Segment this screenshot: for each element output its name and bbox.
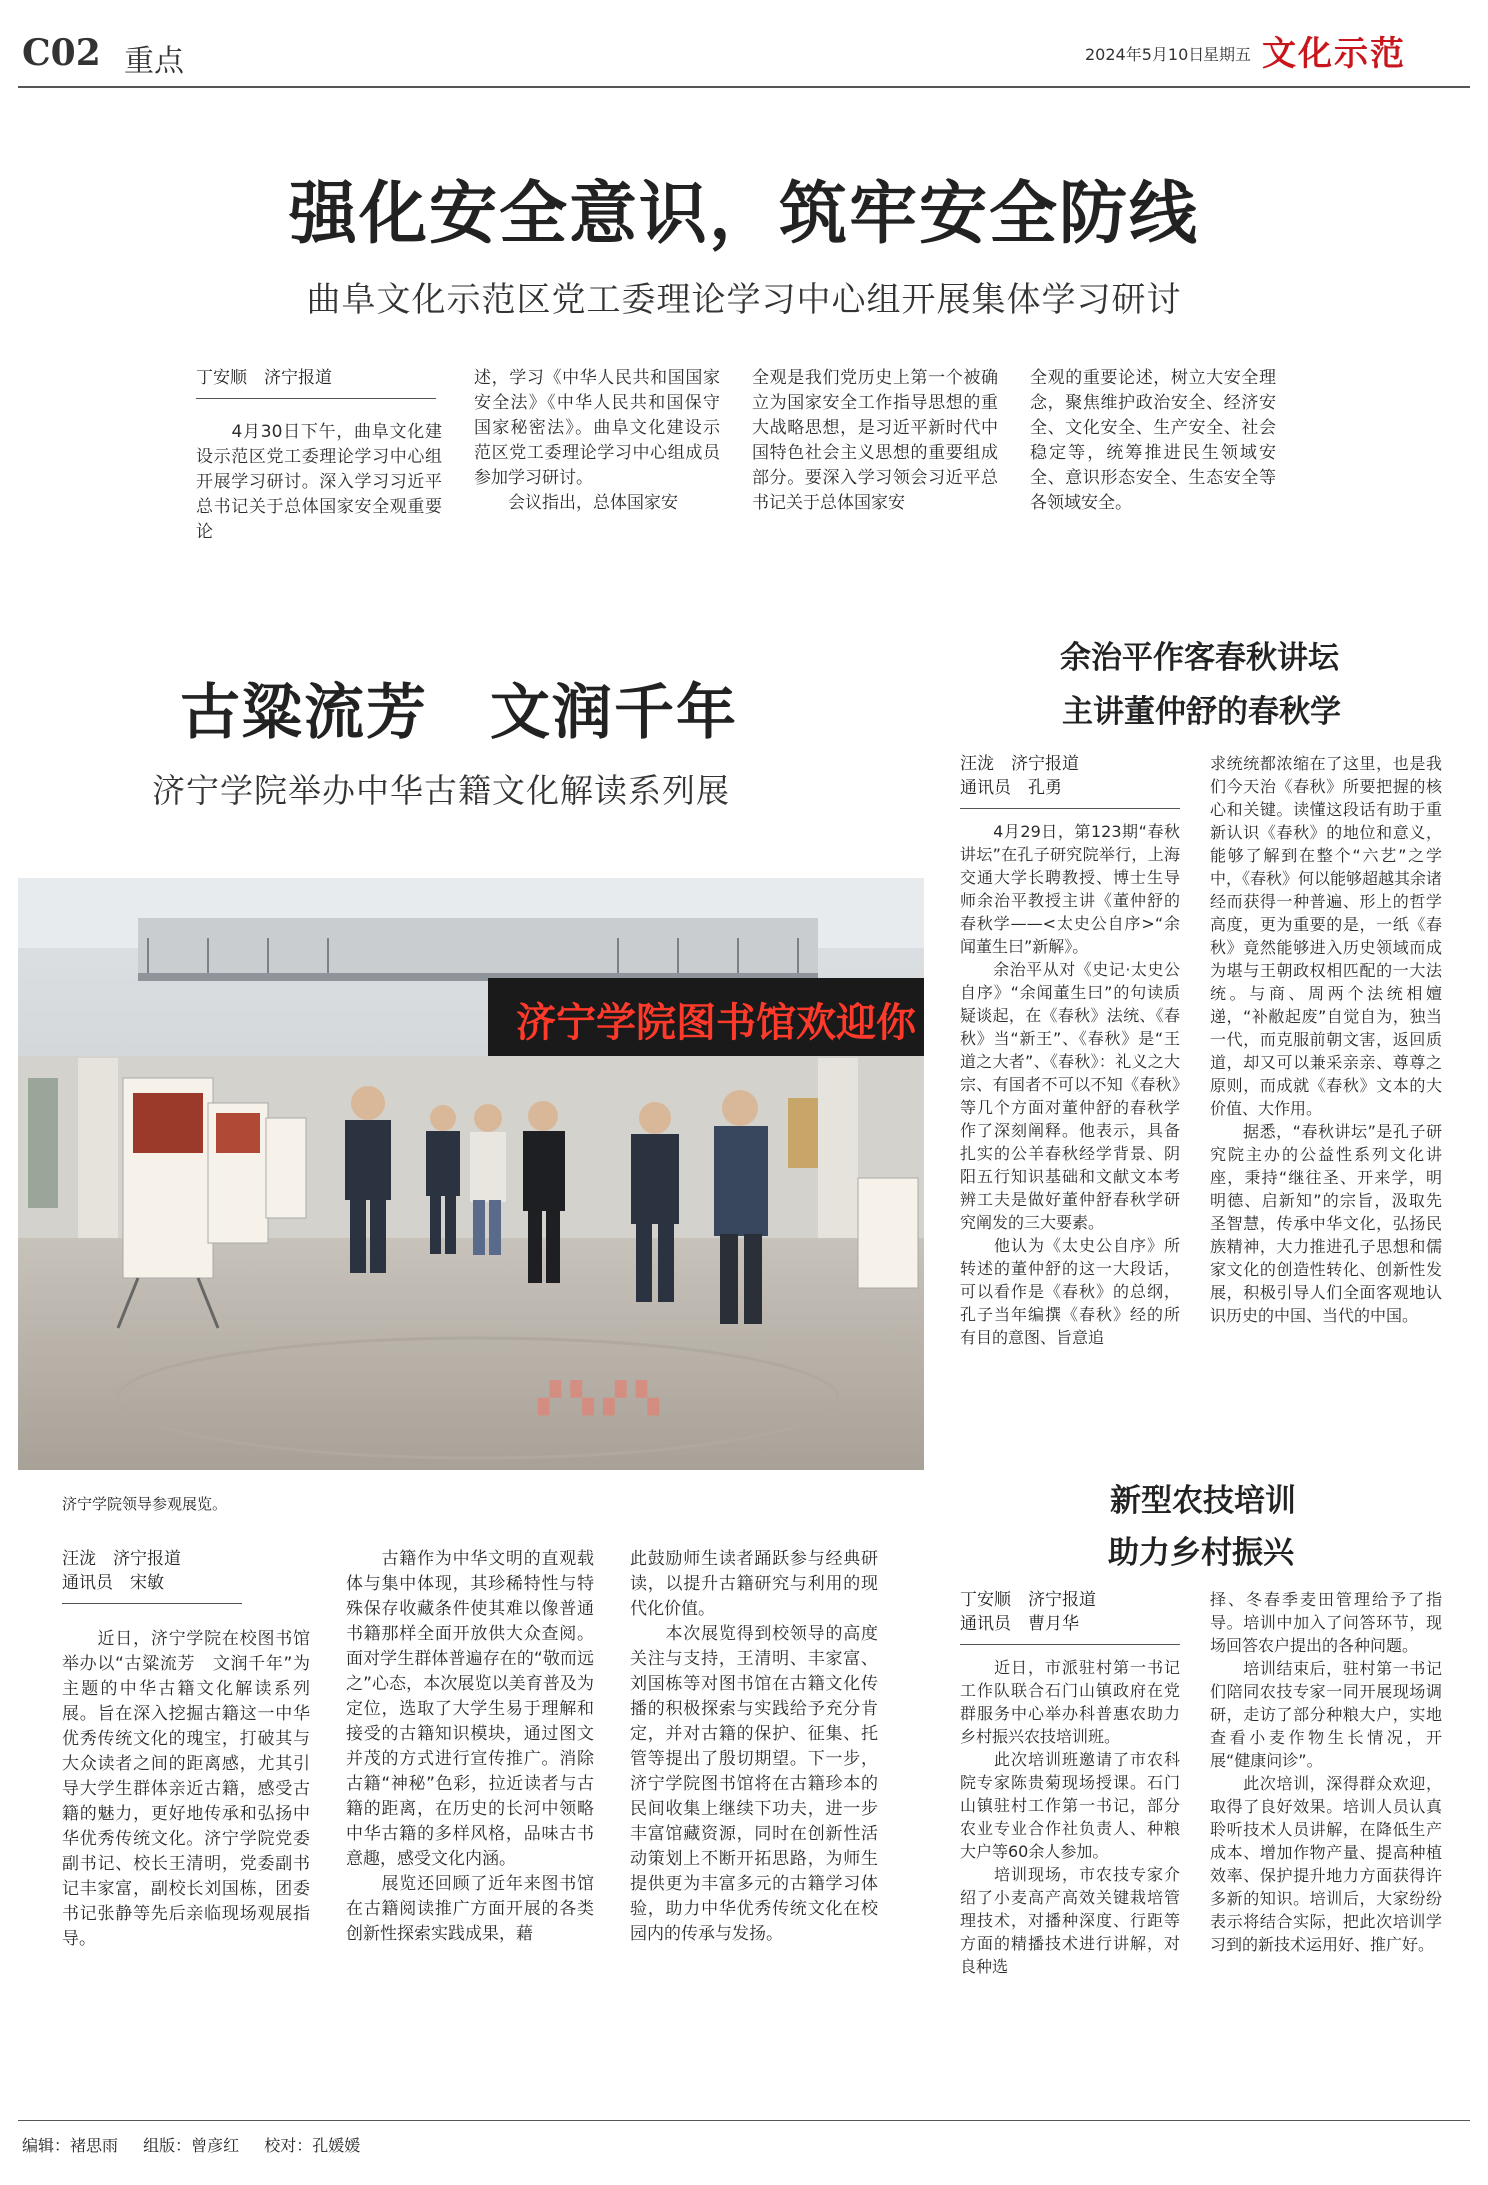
display-board	[858, 1178, 918, 1288]
article3-title-line1: 余治平作客春秋讲坛	[1060, 640, 1339, 676]
article4-byline	[960, 1588, 1180, 1645]
byline-rule	[960, 1644, 1180, 1645]
photo-caption: 济宁学院领导参观展览。	[62, 1495, 228, 1513]
article3-title-line2: 主讲董仲舒的春秋学	[1062, 694, 1341, 730]
display-board	[266, 1118, 306, 1218]
article2-col1: 近日，济宁学院在校图书馆举办以“古粱流芳 文润千年”为主题的中华古籍文化解读系列展。旨在深入挖掘古籍这一中华优秀传统文化的瑰宝，打破其与大众读者之间的距离感，尤其引导大学生群体亲近古籍，感受古籍的魅力，更好地传承和弘扬中华优秀传统文化。济宁学院党委副书记、校长王清明，党委副书记丰家富，副校长刘国栋，团委书记张静等先后亲临现场观展指导。	[62, 1629, 310, 1949]
section-name: 重点	[124, 44, 184, 79]
article2-byline-correspondent: 通讯员 宋敏	[62, 1573, 164, 1593]
issue-weekday: 星期五	[1203, 45, 1252, 64]
page-number: C02	[22, 32, 101, 74]
footer-divider	[18, 2120, 1470, 2121]
article1-byline	[196, 366, 436, 399]
byline-rule	[196, 398, 436, 399]
issue-date: 2024年5月10日	[1085, 45, 1205, 64]
article1-col3: 全观是我们党历史上第一个被确立为国家安全工作指导思想的重大战略思想，是习近平新时代中国特色社会主义思想的重要组成部分。要深入学习领会习近平总书记关于总体国家安	[752, 368, 998, 513]
brand-logo: 文化示范	[1262, 34, 1406, 74]
article4-col2: 择、冬春季麦田管理给予了指导。培训中加入了问答环节，现场回答农户提出的各种问题。 培训结束后，驻村第一书记们陪同农技专家一同开展现场调研，走访了部分种粮大户，实地查看小麦作物生长情况，开展“健康问诊”。 此次培训，深得群众欢迎，取得了良好效果。培训人员认真聆听技术人员讲解，在降低生产成本、增加作物产量、提高种植效率、保护提升地力方面获得许多新的知识。培训后，大家纷纷表示将结合实际，把此次培训学习到的新技术运用好、推广好。	[1210, 1590, 1442, 1954]
article1-col4: 全观的重要论述，树立大安全理念，聚焦维护政治安全、经济安全、文化安全、生产安全、社会稳定等，统筹推进民生领域安全、意识形态安全、生态安全等各领域安全。	[1030, 368, 1276, 513]
article1-byline-text: 丁安顺 济宁报道	[196, 368, 332, 388]
article1-subtitle: 曲阜文化示范区党工委理论学习中心组开展集体学习研讨	[306, 280, 1182, 320]
exhibition-photo	[18, 878, 924, 1470]
display-board	[208, 1103, 268, 1243]
led-banner-text: 济宁学院图书馆欢迎你	[516, 1000, 916, 1046]
article4-byline-correspondent: 通讯员 曹月华	[960, 1614, 1079, 1634]
article1-col1: 4月30日下午，曲阜文化建设示范区党工委理论学习中心组开展学习研讨。深入学习习近平总书记关于总体国家安全观重要论	[196, 422, 442, 542]
article2-col2: 古籍作为中华文明的直观载体与集中体现，其珍稀特性与特殊保存收藏条件使其难以像普通书籍那样全面开放供大众查阅。面对学生群体普遍存在的“敬而远之”心态，本次展览以美育普及为定位，选取了大学生易于理解和接受的古籍知识模块，通过图文并茂的方式进行宣传推广。消除古籍“神秘”色彩，拉近读者与古籍的距离，在历史的长河中领略中华古籍的多样风格，品味古书意趣，感受文化内涵。 展览还回顾了近年来图书馆在古籍阅读推广方面开展的各类创新性探索实践成果，藉	[346, 1549, 594, 1944]
article2-byline-reporter: 汪泷 济宁报道	[62, 1549, 181, 1569]
article1-title: 强化安全意识，筑牢安全防线	[288, 174, 1199, 254]
article3-byline-reporter: 汪泷 济宁报道	[960, 754, 1079, 774]
article4-byline-reporter: 丁安顺 济宁报道	[960, 1590, 1096, 1610]
article4-title-line2: 助力乡村振兴	[1108, 1535, 1294, 1571]
article3-col2: 求统统都浓缩在了这里，也是我们今天治《春秋》所要把握的核心和关键。读懂这段话有助于重新认识《春秋》的地位和意义，能够了解到在整个“六艺”之学中，《春秋》何以能够超越其余诸经而获得一种普遍、形上的哲学高度，更为重要的是，一纸《春秋》竟然能够进入历史领域而成为堪与王朝政权相匹配的一大法统。与商、周两个法统相嬗递，“补敝起废”自觉自为，独当一代，而克服前朝文害，返回质道，却又可以兼采亲亲、尊尊之原则，而成就《春秋》文本的大价值、大作用。 据悉，“春秋讲坛”是孔子研究院主办的公益性系列文化讲座，秉持“继往圣、开来学，明明德、启新知”的宗旨，汲取先圣智慧，传承中华文化，弘扬民族精神，大力推进孔子思想和儒家文化的创造性转化、创新性发展，积极引导人们全面客观地认识历史的中国、当代的中国。	[1210, 754, 1443, 1325]
article1-col2: 述，学习《中华人民共和国国家安全法》《中华人民共和国保守国家秘密法》。曲阜文化建设示范区党工委理论学习中心组成员参加学习研讨。 会议指出，总体国家安	[474, 368, 720, 513]
byline-rule	[62, 1603, 242, 1604]
article2-byline	[62, 1547, 242, 1604]
article3-col1: 4月29日，第123期“春秋讲坛”在孔子研究院举行，上海交通大学长聘教授、博士生导师余治平教授主讲《董仲舒的春秋学——<太史公自序>“余闻董生曰”新解》。 余治平从对《史记·太史公自序》“余闻董生曰”的句读质疑谈起，在《春秋》法统、《春秋》当“新王”、《春秋》是“王道之大者”、《春秋》：礼义之大宗、有国者不可以不知《春秋》等几个方面对董仲舒的春秋学作了深刻阐释。他表示，具备扎实的公羊春秋经学背景、阴阳五行知识基础和文献文本考辨工夫是做好董仲舒春秋学研究阐发的三大要素。 他认为《太史公自序》所转述的董仲舒的这一大段话，可以看作是《春秋》的总纲，孔子当年编撰《春秋》经的所有目的意图、旨意追	[960, 822, 1180, 1347]
article3-byline	[960, 752, 1180, 809]
footer-layout: 组版：曾彦红	[143, 2136, 240, 2155]
footer-editor: 编辑：褚思雨	[22, 2136, 119, 2155]
footer-credits	[22, 2133, 380, 2156]
article2-subtitle: 济宁学院举办中华古籍文化解读系列展	[152, 771, 730, 810]
article4-col1: 近日，市派驻村第一书记工作队联合石门山镇政府在党群服务中心举办科普惠农助力乡村振兴农技培训班。 此次培训班邀请了市农科院专家陈贵菊现场授课。石门山镇驻村工作第一书记，部分农业专业合作社负责人、种粮大户等60余人参加。 培训现场，市农技专家介绍了小麦高产高效关键栽培管理技术，对播种深度、行距等方面的精播技术进行讲解，对良种选	[960, 1658, 1180, 1976]
led-reflection: ▞ ▚ ▞ ▚	[538, 1381, 659, 1416]
byline-rule	[960, 808, 1180, 809]
article2-col3: 此鼓励师生读者踊跃参与经典研读，以提升古籍研究与利用的现代化价值。 本次展览得到校领导的高度关注与支持，王清明、丰家富、刘国栋等对图书馆在古籍文化传播的积极探索与实践给予充分肯定，并对古籍的保护、征集、托管等提出了殷切期望。下一步，济宁学院图书馆将在古籍珍本的民间收集上继续下功夫，进一步丰富馆藏资源，同时在创新性活动策划上不断开拓思路，为师生提供更为丰富多元的古籍学习体验，助力中华优秀传统文化在校园内的传承与发扬。	[630, 1549, 878, 1944]
article3-byline-correspondent: 通讯员 孔勇	[960, 778, 1062, 798]
article4-title-line1: 新型农技培训	[1110, 1483, 1296, 1519]
article2-title: 古粱流芳 文润千年	[180, 678, 738, 748]
footer-proof: 校对：孔媛媛	[264, 2136, 361, 2155]
header-divider	[18, 86, 1470, 88]
